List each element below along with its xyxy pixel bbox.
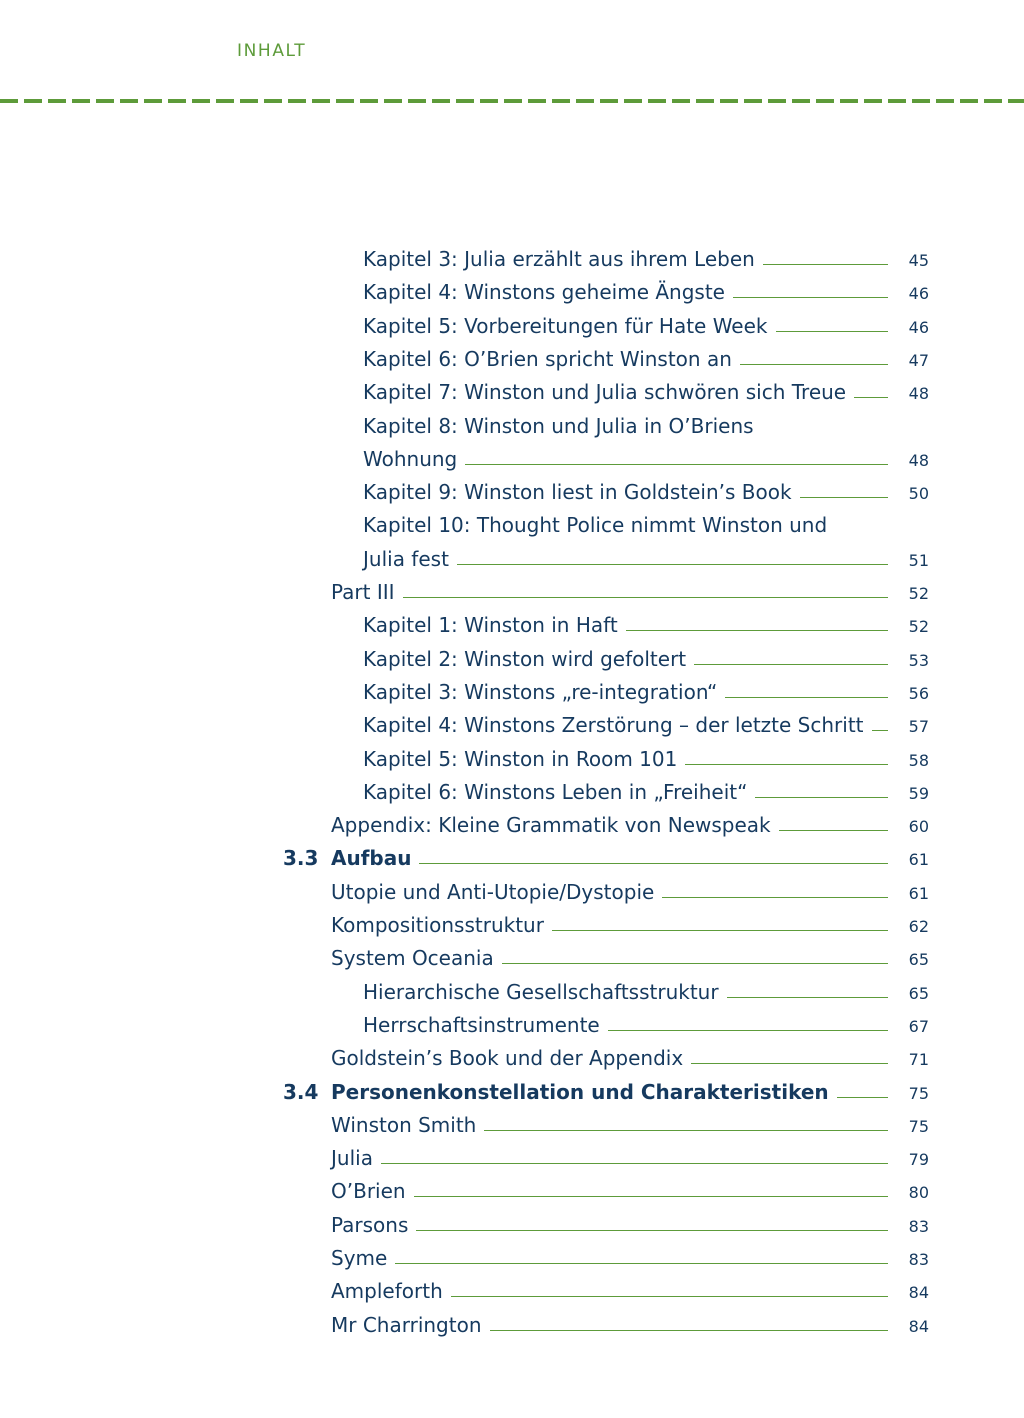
toc-entry-title: Julia (331, 1146, 373, 1171)
leader-line (685, 764, 888, 765)
page-number: 61 (908, 850, 929, 870)
leader-line (414, 1196, 888, 1197)
toc-entry-title: Personenkonstellation und Charakteristiken (331, 1079, 829, 1104)
page-number: 53 (908, 650, 929, 670)
page-number: 58 (908, 750, 929, 770)
leader-line (740, 364, 888, 365)
toc-entry[interactable] (0, 1209, 1024, 1243)
page-number: 48 (908, 450, 929, 470)
page-number: 75 (908, 1083, 929, 1103)
leader-line (800, 497, 888, 498)
toc-entry[interactable] (0, 743, 1024, 777)
leader-line (502, 963, 888, 964)
leader-line (854, 397, 888, 398)
section-number: 3.4 (283, 1079, 319, 1104)
page-number: 67 (908, 1016, 929, 1036)
toc-entry[interactable] (0, 413, 1024, 477)
page-number: 84 (908, 1316, 929, 1336)
page-number: 71 (908, 1050, 929, 1070)
page-number: 62 (908, 917, 929, 936)
toc-entry[interactable] (0, 1275, 1024, 1309)
leader-line (465, 464, 888, 465)
page-number: 61 (908, 883, 929, 903)
toc-entry[interactable] (0, 842, 1024, 876)
page-number: 75 (908, 1116, 929, 1136)
page-number: 57 (908, 717, 929, 737)
leader-line (694, 664, 888, 665)
leader-line (779, 830, 888, 831)
toc-entry[interactable] (0, 243, 1024, 277)
toc-entry[interactable] (0, 1076, 1024, 1110)
toc-entry[interactable] (0, 976, 1024, 1010)
toc-entry-title: Kapitel 6: O’Brien spricht Winston an (363, 346, 732, 371)
toc-entry-title: Kapitel 3: Julia erzählt aus ihrem Leben (363, 247, 755, 271)
toc-entry-title: Kapitel 4: Winstons geheime Ängste (363, 280, 725, 305)
leader-line (763, 264, 888, 265)
leader-line (457, 564, 888, 565)
toc-entry[interactable] (0, 1042, 1024, 1076)
toc-entry-title: Winston Smith (331, 1112, 477, 1137)
page-number: 46 (908, 317, 929, 337)
toc-entry[interactable] (0, 609, 1024, 643)
leader-line (755, 797, 888, 798)
toc-entry[interactable] (0, 576, 1024, 610)
toc-entry-title: Hierarchische Gesellschaftsstruktur (363, 979, 719, 1004)
toc-entry-title: Kompositionsstruktur (331, 913, 544, 937)
toc-entry[interactable] (0, 310, 1024, 344)
toc-entry[interactable] (0, 476, 1024, 510)
toc-entry[interactable] (0, 1142, 1024, 1176)
toc-entry-title: Aufbau (331, 846, 412, 871)
toc-entry[interactable] (0, 909, 1024, 943)
page-number: 59 (908, 783, 929, 803)
toc-entry-title: Ampleforth (331, 1279, 443, 1304)
toc-entry[interactable] (0, 376, 1024, 410)
running-header: INHALT (237, 41, 307, 61)
toc-entry[interactable] (0, 276, 1024, 310)
toc-entry-title: Kapitel 3: Winstons „re-integration“ (363, 679, 718, 704)
page-number: 65 (908, 950, 929, 970)
leader-line (662, 897, 888, 898)
toc-entry[interactable] (0, 709, 1024, 743)
page-number: 45 (908, 251, 929, 270)
toc-entry-title: Goldstein’s Book und der Appendix (331, 1046, 684, 1071)
leader-line (626, 630, 888, 631)
toc-entry[interactable] (0, 876, 1024, 910)
page-number: 48 (908, 384, 929, 404)
page-number: 65 (908, 983, 929, 1003)
toc-entry-title: Kapitel 1: Winston in Haft (363, 613, 618, 638)
toc-entry-title: Part III (331, 580, 395, 604)
toc-entry-title: Parsons (331, 1212, 409, 1237)
toc-entry-title: Mr Charrington (331, 1312, 482, 1337)
toc-entry[interactable] (0, 676, 1024, 710)
page-number: 80 (908, 1183, 929, 1203)
leader-line (837, 1097, 888, 1098)
toc-entry[interactable] (0, 343, 1024, 377)
toc-entry-title: Kapitel 6: Winstons Leben in „Freiheit“ (363, 779, 748, 804)
toc-entry-title: Kapitel 9: Winston liest in Goldstein’s Book (363, 480, 792, 505)
toc-entry-title: Appendix: Kleine Grammatik von Newspeak (331, 813, 771, 838)
toc-entry-title: Julia fest (363, 546, 449, 571)
leader-line (403, 597, 888, 598)
toc-entry-title: Kapitel 7: Winston und Julia schwören sich Treue (363, 380, 847, 405)
toc-entry-title: Syme (331, 1246, 388, 1270)
leader-line (381, 1163, 888, 1164)
toc-entry[interactable] (0, 1175, 1024, 1209)
toc-entry-title: O’Brien (331, 1179, 406, 1204)
page-number: 47 (908, 350, 929, 370)
page-number: 52 (908, 584, 929, 603)
leader-line (872, 730, 889, 731)
leader-line (608, 1030, 888, 1031)
leader-line (419, 863, 888, 864)
toc-entry-title: Wohnung (363, 446, 458, 471)
leader-line (416, 1230, 888, 1231)
toc-entry-title-line1: Kapitel 8: Winston und Julia in O’Briens (363, 413, 754, 438)
toc-entry[interactable] (0, 513, 1024, 577)
page-number: 51 (908, 550, 929, 570)
page-number: 83 (908, 1216, 929, 1236)
page-number: 52 (908, 617, 929, 637)
page-number: 56 (908, 683, 929, 703)
page-number: 84 (908, 1283, 929, 1303)
toc-entry-title: Utopie und Anti-Utopie/Dystopie (331, 879, 655, 904)
header-dashed-rule (0, 99, 1024, 103)
leader-line (552, 930, 888, 931)
leader-line (733, 297, 888, 298)
toc-entry-title: Herrschaftsinstrumente (363, 1012, 600, 1037)
toc-entry-title: Kapitel 4: Winstons Zerstörung – der letzte Schritt (363, 713, 864, 738)
toc-entry[interactable] (0, 1009, 1024, 1043)
page-number: 60 (908, 817, 929, 837)
toc-entry[interactable] (0, 776, 1024, 810)
toc-entry-title: Kapitel 5: Vorbereitungen für Hate Week (363, 313, 768, 338)
toc-entry[interactable] (0, 809, 1024, 843)
leader-line (727, 997, 888, 998)
toc-entry[interactable] (0, 643, 1024, 677)
toc-entry[interactable] (0, 942, 1024, 976)
leader-line (776, 331, 888, 332)
page-number: 79 (908, 1150, 929, 1170)
leader-line (725, 697, 888, 698)
leader-line (395, 1263, 888, 1264)
page-number: 46 (908, 284, 929, 304)
toc-entry[interactable] (0, 1109, 1024, 1143)
toc-entry-title-line1: Kapitel 10: Thought Police nimmt Winston und (363, 513, 828, 538)
toc-entry[interactable] (0, 1309, 1024, 1343)
leader-line (691, 1063, 888, 1064)
leader-line (490, 1330, 888, 1331)
section-number: 3.3 (283, 846, 319, 871)
leader-line (484, 1130, 888, 1131)
toc-entry[interactable] (0, 1242, 1024, 1276)
toc-entry-title: System Oceania (331, 946, 494, 971)
page-number: 50 (908, 484, 929, 504)
leader-line (451, 1296, 888, 1297)
toc-entry-title: Kapitel 5: Winston in Room 101 (363, 746, 678, 771)
page-number: 83 (908, 1250, 929, 1269)
toc-entry-title: Kapitel 2: Winston wird gefoltert (363, 646, 687, 671)
